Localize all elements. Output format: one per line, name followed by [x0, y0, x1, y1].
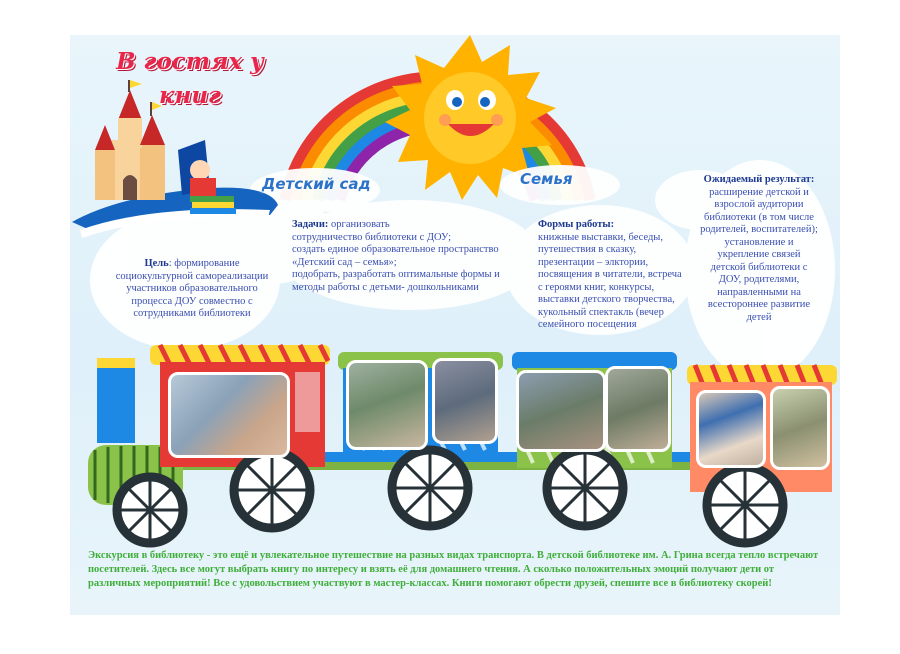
cloud-label-kindergarten: Детский сад	[262, 175, 371, 193]
tasks-line-2: сотрудничество библиотеки с ДОУ;	[292, 231, 451, 243]
tasks-line-3: создать единое образовательное пространство «Детский сад – семья»;	[292, 244, 499, 268]
title-line-1: В гостях у	[116, 48, 264, 75]
photo-car3-left	[516, 370, 606, 452]
goal-text: : формирование социокультурной самореализации участников образовательного процесса ДОУ совместно с сотрудниками библиотеки	[115, 258, 269, 319]
forms-label: Формы работы:	[538, 219, 615, 230]
tasks-block	[292, 219, 522, 294]
goal-block	[112, 258, 272, 321]
photo-car4-left	[696, 390, 766, 468]
tasks-label: Задачи:	[292, 219, 329, 230]
poster-title	[100, 45, 280, 113]
photo-engine-window	[168, 372, 290, 458]
goal-label: Цель	[144, 258, 169, 269]
result-block	[700, 174, 818, 324]
footer-text: Экскурсия в библиотеку - это ещё и увлекательное путешествие на разных видах транспорта. В детской библиотеке им. А. Грина всегда тепло встречают посетителей. Здесь все могут выбрать книгу по интересу и взять её для домашнего чтения. А сколько положительных эмоций получают дети от различных мероприятий! Все с удовольствием участвуют в мастер-классах. Книги помогают обрести друзей, спешите все в библиотеку скорей!	[88, 550, 819, 589]
photo-car2-left	[346, 360, 428, 450]
result-text: расширение детской и взрослой аудитории библиотеки (в том числе родителей, воспитателей); установление и укрепление связей детской библиотеки с ДОУ, родителями, направленными на всестороннее развитие детей	[700, 186, 818, 323]
title-line-2: книг	[159, 82, 221, 109]
photo-car3-right	[605, 366, 671, 452]
result-label: Ожидаемый результат:	[703, 174, 815, 185]
photo-car4-right	[770, 386, 830, 470]
photo-car2-right	[432, 358, 498, 444]
tasks-line-4: подобрать, разработать оптимальные формы и методы работы с детьми- дошкольниками	[292, 269, 500, 293]
forms-block	[538, 219, 688, 332]
tasks-line-1: организовать	[328, 219, 390, 230]
forms-text: книжные выставки, беседы, путешествия в сказку, презентации – элктории, посвящения в читатели, встреча с героями книг, конкурсы, выставки детского творчества, кукольный спектакль (вечер семейного посещения	[538, 231, 682, 330]
cloud-label-family: Семья	[520, 170, 573, 188]
